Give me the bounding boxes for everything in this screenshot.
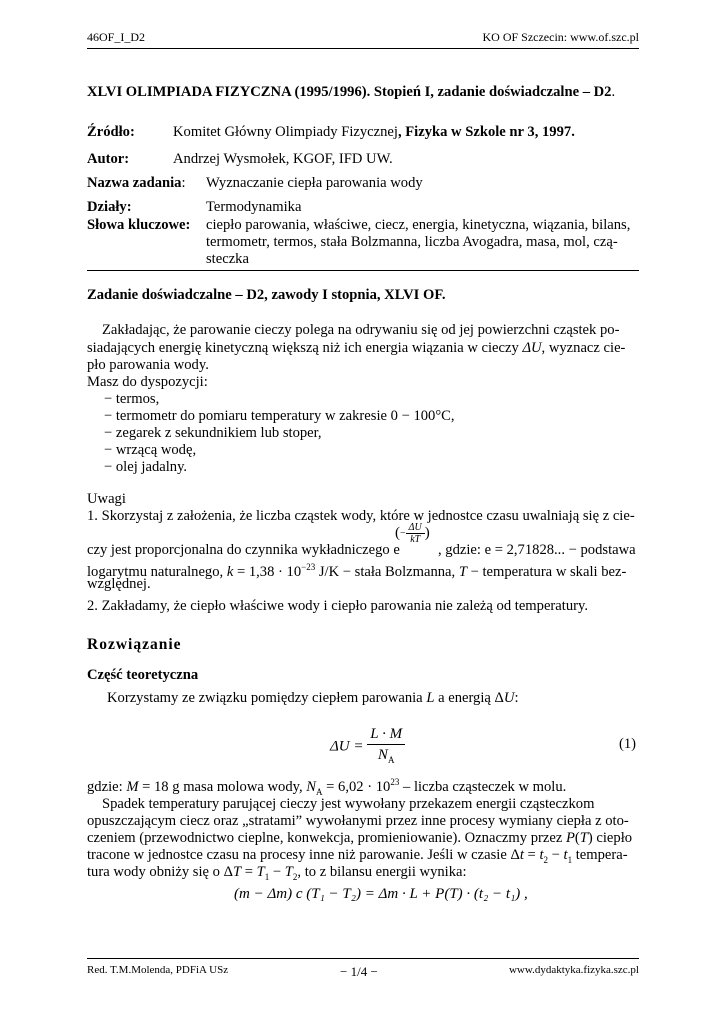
header-left: 46OF_I_D2	[87, 30, 146, 44]
item-termometr: − termometr do pomiaru temperatury w zakresie 0 − 100°C,	[104, 408, 455, 424]
page-title	[87, 83, 615, 101]
note1-line-1: 1. Skorzystaj z założenia, że liczba cząstek wody, które w jednostce czasu uwalniają się z cie-	[87, 508, 635, 524]
page-number: − 1/4 −	[340, 964, 378, 979]
p2-line-5: tura wody obniży się o $\Delta T = T_1 - T_2$, to z bilansu energii wynika:	[87, 864, 467, 882]
note1-line-3: logarytmu naturalnego, $k = 1,38 \cdot 10^{-23}$ J/K − stała Bolzmanna, T − temperatura w skali bez-	[87, 562, 627, 580]
intro-line-3: pło parowania wody.	[87, 357, 209, 373]
footer-left: Red. T.M.Molenda, PDFiA USz	[87, 964, 229, 976]
footer-right: www.dydaktyka.fizyka.szc.pl	[508, 964, 639, 976]
p2-line-3: czeniem (przewodnictwo cieplne, konwekcja, promieniowanie). Oznaczmy przez P(T) ciepło	[87, 830, 633, 846]
header-right: KO OF Szczecin: www.of.szc.pl	[482, 30, 639, 44]
note2: 2. Zakładamy, że ciepło właściwe wody i ciepło parowania nie zależą od temperatury.	[87, 598, 588, 614]
footer-rule	[87, 958, 639, 959]
keywords-line-1: ciepło parowania, właściwe, ciecz, energia, kinetyczna, wiązania, bilans,	[206, 217, 631, 233]
fields-label: Działy:	[87, 199, 132, 215]
notes-label: Uwagi	[87, 491, 126, 507]
equation-1-tag: (1)	[619, 736, 637, 752]
intro-line-2: siadających energię kinetyczną większą niż ich energia wiązania w cieczy ΔU, wyznacz cie-	[87, 340, 626, 356]
equation-1: ΔU = $\frac{L \cdot M}{N_A}$	[330, 724, 405, 770]
solution-heading: Rozwiązanie	[87, 636, 182, 653]
title-main: XLVI OLIMPIADA FIZYCZNA (1995/1996). Stopień I, zadanie doświadczalne – D2	[87, 84, 612, 100]
task-name-label: Nazwa zadania:	[87, 175, 186, 191]
available-label: Masz do dyspozycji:	[87, 374, 208, 390]
where-line: gdzie: M = 18 g masa molowa wody, $N_A = 6,02 \cdot 10^{23}$ – liczba cząsteczek w molu.	[87, 777, 567, 797]
note1-line-4: względnej.	[87, 576, 151, 592]
meta-rule	[87, 270, 639, 271]
keywords-line-3: steczka	[206, 251, 249, 267]
task-name-value: Wyznaczanie ciepła parowania wody	[206, 175, 423, 191]
note1-exp-den: kT	[410, 534, 421, 545]
source-value: Komitet Główny Olimpiady Fizycznej, Fizyka w Szkole nr 3, 1997.	[173, 124, 575, 140]
equation-2: (m − Δm) c (T₁ − T₂) = Δm · L + P(T) · (t₂ − t₁) ,	[234, 886, 528, 902]
title-end: .	[611, 84, 616, 100]
note1-exp-num: ΔU	[406, 522, 425, 534]
author-value: Andrzej Wysmołek, KGOF, IFD UW.	[173, 151, 393, 167]
p2-line-4: tracone w jednostce czasu na procesy inne niż parowanie. Jeśli w czasie $\Delta t = t_2 - t_1$ tempera-	[87, 847, 628, 865]
item-termos: − termos,	[104, 391, 160, 407]
author-label: Autor:	[87, 151, 130, 167]
keywords-line-2: termometr, termos, stała Bolzmanna, liczba Avogadra, masa, mol, czą-	[206, 234, 618, 250]
theory-intro: Korzystamy ze związku pomiędzy ciepłem parowania L a energią ΔU:	[107, 690, 519, 706]
eq1-denominator: $N_A$	[377, 747, 395, 765]
item-zegarek: − zegarek z sekundnikiem lub stoper,	[104, 425, 322, 441]
header-rule	[87, 48, 639, 49]
p2-line-2: opuszczającym ciecz oraz „stratami” wywołanymi przez inne procesy wymiany ciepła z oto-	[87, 813, 629, 829]
keywords-label: Słowa kluczowe:	[87, 217, 191, 233]
item-olej: − olej jadalny.	[104, 459, 188, 475]
eq1-numerator: L · M	[367, 724, 405, 745]
note1-line-2-end: , gdzie: e = 2,71828... − podstawa	[438, 542, 636, 558]
p2-line-1: Spadek temperatury parującej cieczy jest wywołany przekazem energii cząsteczkom	[102, 796, 595, 812]
fields-value: Termodynamika	[206, 199, 302, 215]
intro-line-1: Zakładając, że parowanie cieczy polega na odrywaniu się od jej powierzchni cząstek po-	[102, 322, 620, 338]
note1-exponent: (− $\frac{\Delta U}{kT}$ )	[395, 522, 430, 545]
theory-heading: Część teoretyczna	[87, 667, 199, 683]
task-heading: Zadanie doświadczalne – D2, zawody I stopnia, XLVI OF.	[87, 287, 446, 303]
source-label: Źródło:	[87, 124, 135, 140]
note1-line-2: czy jest proporcjonalna do czynnika wykładniczego e	[87, 542, 400, 558]
item-woda: − wrzącą wodę,	[104, 442, 197, 458]
